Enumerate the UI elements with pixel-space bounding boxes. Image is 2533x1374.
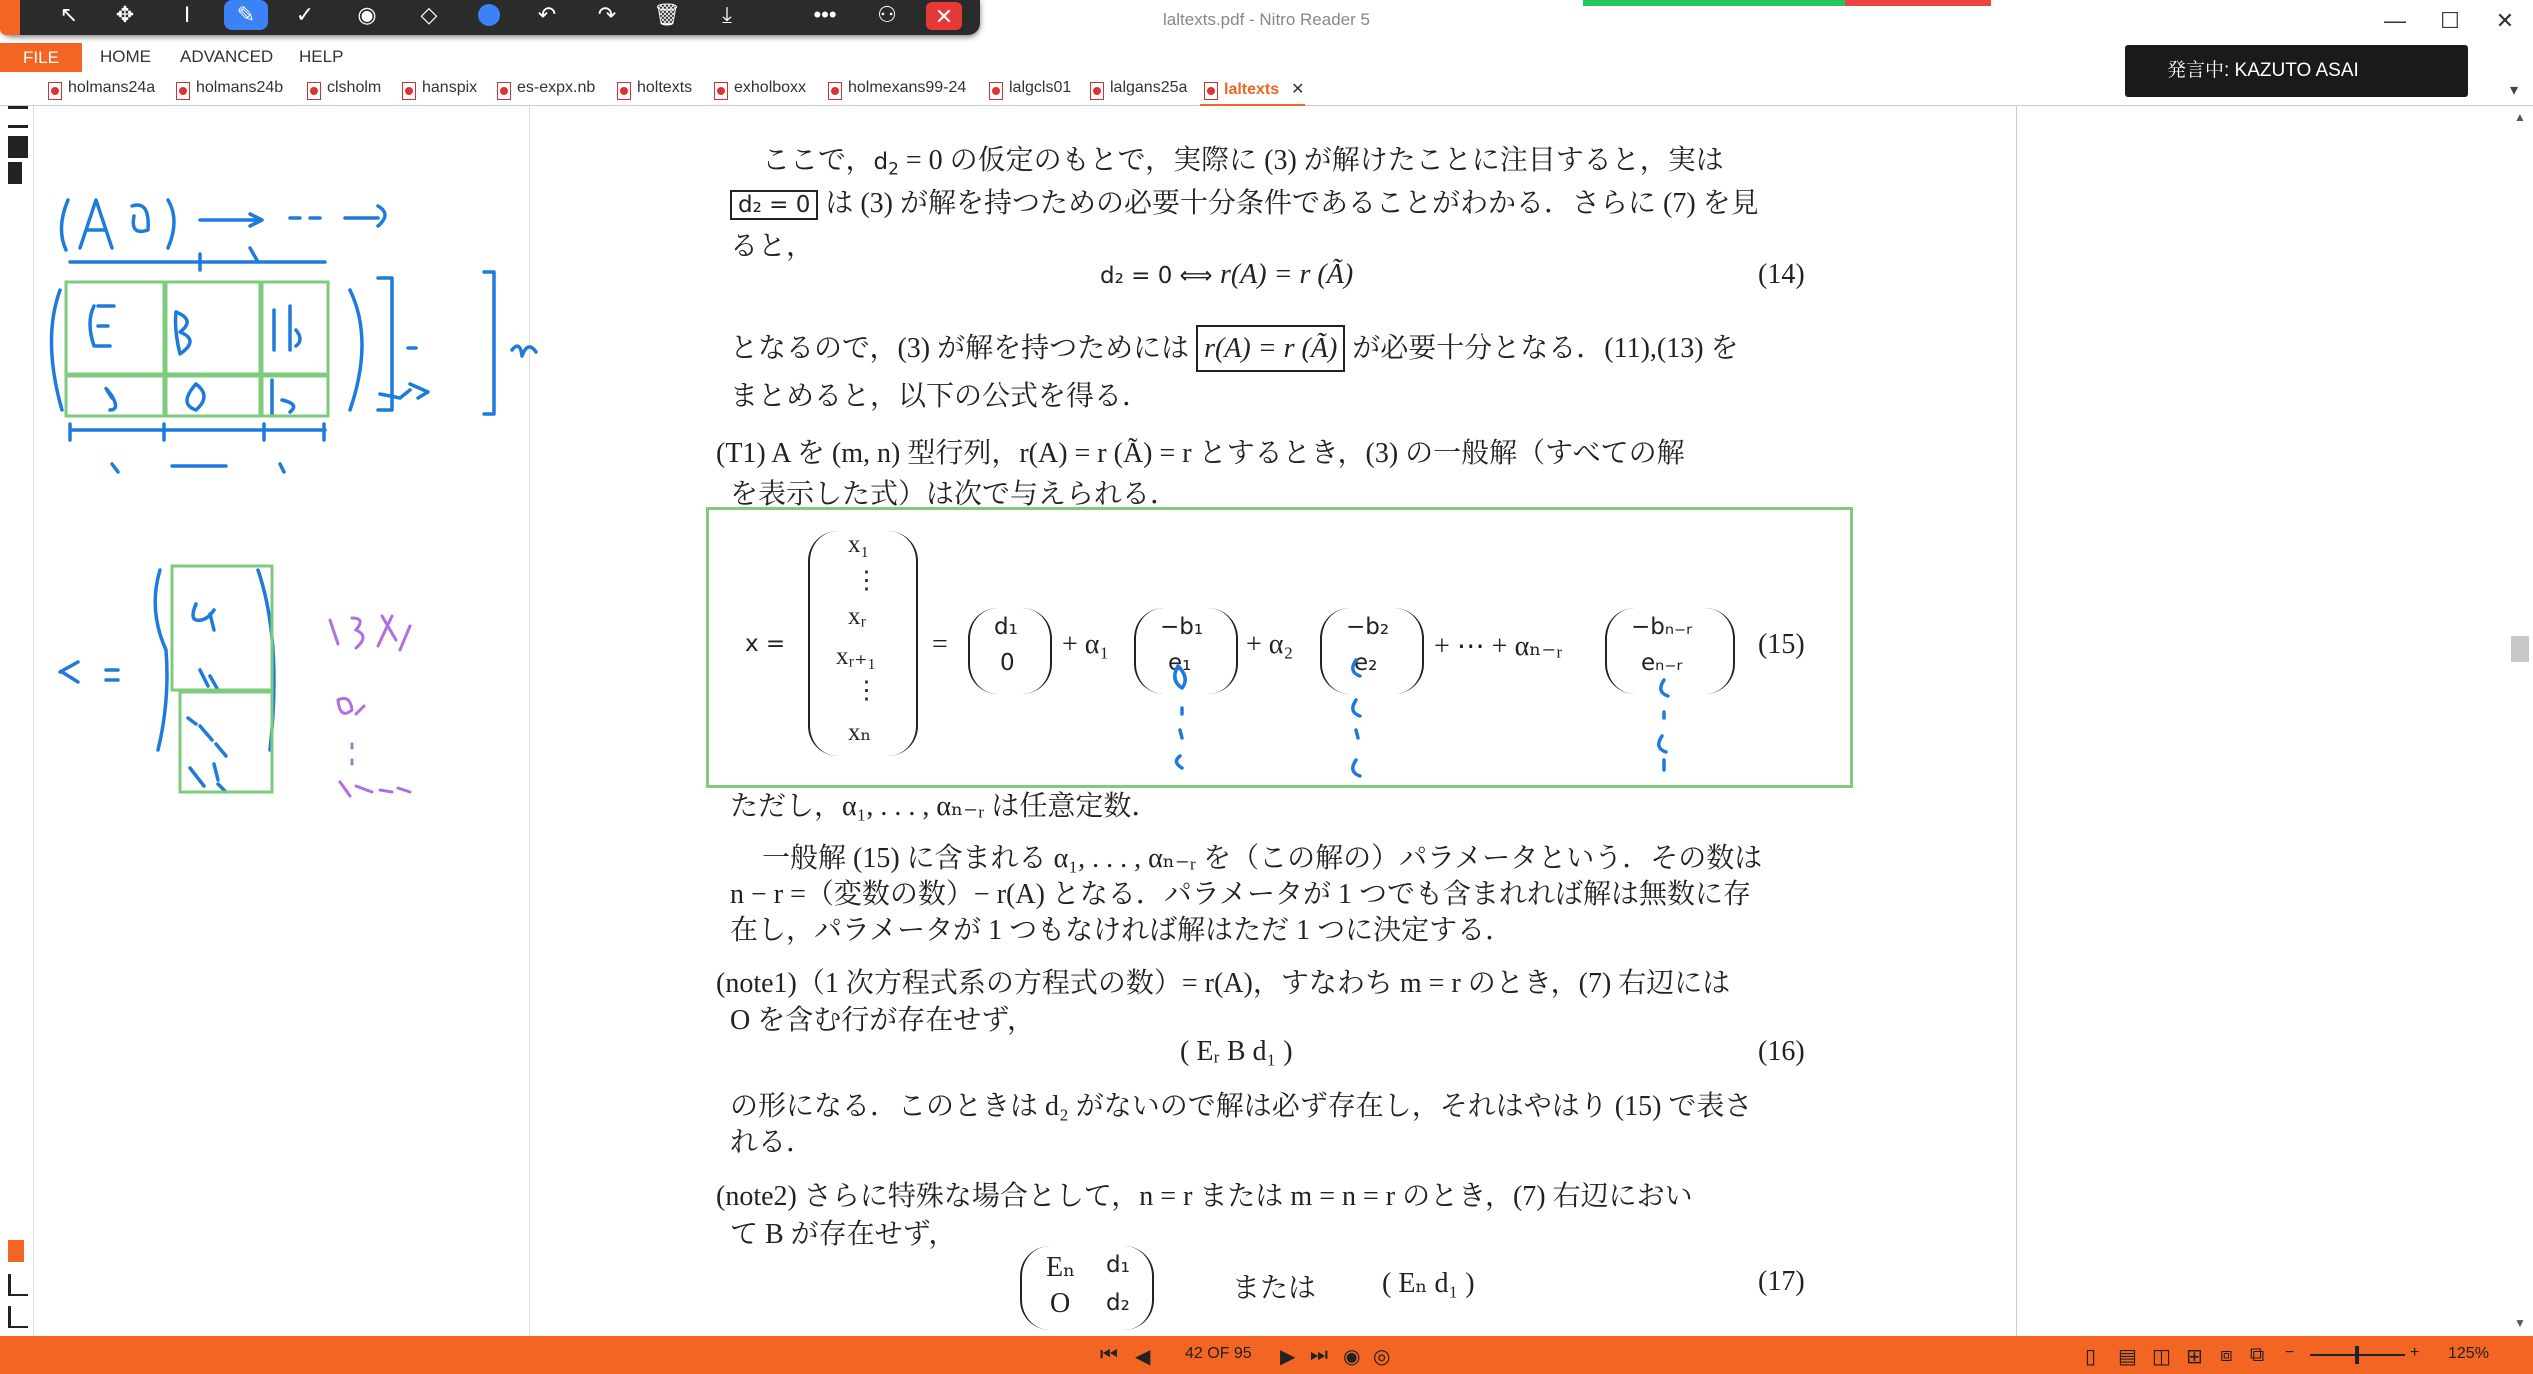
paragraph-6: ただし，α₁, . . . , αₙ₋ᵣ は任意定数．: [730, 791, 1160, 822]
back-view-icon[interactable]: ◉: [1343, 1346, 1361, 1368]
speaker-indicator: 発言中: KAZUTO ASAI: [2125, 45, 2468, 97]
doc-tab-label: clsholm: [327, 79, 382, 96]
paragraph-7: n − r =（変数の数）− r(A) となる．パラメータが 1 つでも含まれれば解は無数に存: [730, 879, 1752, 910]
pen-toolbar: [0, 0, 980, 35]
text: + α₂: [1246, 629, 1294, 660]
vector-entry: e₁: [1168, 650, 1192, 676]
vector-entry: −b₂: [1346, 614, 1390, 640]
paragraph-1: [762, 138, 1724, 180]
maximize-button[interactable]: ☐: [2440, 8, 2460, 33]
status-bar: [0, 1336, 2533, 1374]
bookmarks-icon[interactable]: [8, 136, 28, 158]
zoom-handle[interactable]: [2355, 1346, 2359, 1364]
zoom-out-icon[interactable]: −: [2285, 1344, 2295, 1361]
pdf-icon: [828, 82, 842, 100]
paragraph-7: 一般解 (15) に含まれる α₁, . . . , αₙ₋ᵣ を（この解の）パラメータという．その数は: [762, 843, 1763, 874]
color-icon[interactable]: [470, 0, 508, 35]
paragraph-2: [730, 181, 1759, 221]
text: = 0 の仮定のもとで，実際に (3) が解けたことに注目すると，実は: [898, 145, 1724, 176]
vector-entry: xᵣ: [848, 603, 867, 630]
text: または: [1232, 1273, 1317, 1304]
vector-entry: xᵣ₊₁: [836, 643, 877, 670]
doc-tab[interactable]: [824, 79, 966, 106]
vector-entry: −b₁: [1160, 614, 1204, 640]
move-icon[interactable]: ✥: [115, 2, 135, 27]
prev-page-icon[interactable]: ◀: [1135, 1346, 1151, 1368]
text: r(A) = r (Ã): [1219, 259, 1354, 290]
attachments-icon[interactable]: [8, 1240, 24, 1262]
close-window-button[interactable]: ✕: [2495, 8, 2515, 33]
matrix-entry: O: [1050, 1288, 1071, 1319]
pdf-icon: [307, 82, 321, 100]
text: (T1): [716, 438, 772, 469]
doc-tab[interactable]: [1086, 79, 1187, 106]
scroll-up-icon[interactable]: ▲: [2514, 110, 2526, 124]
equation-17-alt: ( Eₙ d₁ ): [1382, 1268, 1475, 1299]
vector-entry: ⋮: [854, 677, 879, 704]
green-highlight-box: [706, 507, 1853, 788]
pdf-icon: [402, 82, 416, 100]
doc-tab[interactable]: [303, 79, 381, 106]
more-icon[interactable]: •••: [813, 2, 837, 27]
equation-15-lhs: x =: [745, 631, 786, 657]
text: + α₁: [1062, 629, 1110, 660]
scroll-down-icon[interactable]: ▼: [2514, 1316, 2526, 1330]
tab-file[interactable]: FILE: [0, 43, 82, 72]
check-icon[interactable]: ✓: [295, 2, 315, 27]
doc-tab[interactable]: [710, 79, 806, 106]
text: となるので，(3) が解を持つためには: [730, 333, 1197, 364]
right-margin: [2017, 106, 2507, 1336]
equation-number: (14): [1758, 259, 1805, 290]
next-page-icon[interactable]: ▶: [1280, 1346, 1296, 1368]
doc-tab-label: holmexans99-24: [848, 79, 967, 96]
vertical-scrollbar[interactable]: [2507, 106, 2533, 1336]
window-title: laltexts.pdf - Nitro Reader 5: [1163, 10, 1370, 29]
pdf-icon: [176, 82, 190, 100]
close-tab-icon[interactable]: ✕: [1291, 81, 1305, 98]
equation-number: (15): [1758, 629, 1805, 660]
left-sidebar: [0, 106, 34, 1336]
pdf-icon: [48, 82, 62, 100]
comments-icon[interactable]: [8, 162, 22, 184]
doc-tab-label: laltexts: [1224, 81, 1280, 98]
close-toolbar-icon[interactable]: ✕: [926, 2, 962, 30]
vector-entry: e₂: [1354, 650, 1378, 676]
note-1: O を含む行が存在せず，: [730, 1005, 1035, 1036]
tabs-dropdown-icon[interactable]: ▾: [2510, 82, 2519, 99]
doc-tab-label: es-expx.nb: [517, 79, 596, 96]
tab-home[interactable]: HOME: [100, 47, 151, 66]
user-icon[interactable]: ⚇: [877, 2, 897, 27]
equation-16: ( Eᵣ B d₁ ): [1180, 1036, 1293, 1067]
doc-tab-label: hanspix: [422, 79, 478, 96]
equation-14: [1100, 259, 1353, 291]
matrix-entry: Eₙ: [1046, 1252, 1076, 1283]
doc-tab[interactable]: [493, 79, 595, 106]
doc-tab-label: holmans24a: [68, 79, 156, 96]
text: $d_2$: [873, 149, 899, 180]
vector-entry: ⋮: [854, 567, 879, 594]
text: が必要十分となる．(11),(13) を: [1345, 333, 1739, 364]
paragraph-4: [730, 326, 1739, 366]
pdf-icon: [1090, 82, 1104, 100]
pdf-icon: [1204, 82, 1218, 100]
vector-entry: xₙ: [848, 719, 872, 746]
minimize-button[interactable]: —: [2384, 8, 2406, 33]
text: d₂ = 0 ⟺: [1100, 263, 1220, 289]
tab-help[interactable]: HELP: [299, 47, 344, 66]
text: A を (m, n) 型行列，r(A) = r (Ã) = r とするとき，(3) の一般解（すべての解: [771, 438, 1685, 469]
text: ここで，: [762, 145, 874, 176]
doc-tab[interactable]: [613, 79, 692, 106]
continuous-icon[interactable]: ▤: [2118, 1346, 2137, 1368]
fit-width-icon[interactable]: ⧉: [2250, 1344, 2265, 1366]
page-indicator[interactable]: 42 OF 95: [1185, 1345, 1252, 1362]
note-1: の形になる．このときは d₂ がないので解は必ず存在し，それはやはり (15) で表さ: [730, 1091, 1753, 1122]
forward-view-icon[interactable]: ◎: [1373, 1346, 1391, 1368]
text: + ⋯ + αₙ₋ᵣ: [1434, 631, 1563, 662]
progress-green: [1583, 0, 1845, 6]
equals-sign: =: [932, 629, 948, 660]
vector-entry: x₁: [848, 531, 870, 558]
doc-tab[interactable]: [985, 79, 1071, 106]
stamp-icon[interactable]: ◉: [357, 2, 377, 27]
scroll-thumb[interactable]: [2511, 636, 2529, 662]
select-icon[interactable]: ↖: [59, 2, 79, 27]
pdf-icon: [617, 82, 631, 100]
matrix-entry: d₂: [1106, 1290, 1130, 1316]
redo-icon[interactable]: ↷: [597, 2, 617, 27]
pen-icon[interactable]: ✎: [224, 0, 268, 30]
undo-icon[interactable]: ↶: [537, 2, 557, 27]
output-icon[interactable]: [8, 1274, 28, 1296]
equation-number: (16): [1758, 1036, 1805, 1067]
zoom-in-icon[interactable]: +: [2410, 1344, 2420, 1361]
progress-red: [1845, 0, 1991, 6]
paragraph-3: ると，: [730, 231, 815, 262]
tab-advanced[interactable]: ADVANCED: [180, 47, 274, 66]
vector-entry: −bₙ₋ᵣ: [1631, 614, 1693, 640]
note-1: れる．: [730, 1127, 815, 1158]
single-page-icon[interactable]: ▯: [2085, 1346, 2097, 1368]
doc-tab-label: exholboxx: [734, 79, 807, 96]
trash-icon[interactable]: 🗑: [653, 2, 681, 27]
zoom-slider[interactable]: [2310, 1354, 2405, 1356]
note-2: (note2) さらに特殊な場合として，n = r または m = n = r のとき，(7) 右辺におい: [716, 1181, 1693, 1212]
equation-number: (17): [1758, 1266, 1805, 1297]
save-icon[interactable]: ⤓: [722, 2, 732, 27]
matrix-entry: d₁: [1106, 1252, 1130, 1278]
theorem-t1-cont: を表示した式）は次で与えられる．: [730, 479, 1179, 510]
vector-entry: eₙ₋ᵣ: [1641, 650, 1683, 676]
vector-entry: d₁: [994, 614, 1018, 640]
pdf-icon: [497, 82, 511, 100]
note-1: (note1)（1 次方程式系の方程式の数）= r(A)，すなわち m = r のとき，(7) 右辺には: [716, 968, 1731, 999]
doc-tab[interactable]: [44, 79, 155, 106]
vector-entry: 0: [1000, 650, 1015, 676]
doc-tab-label: lalgcls01: [1009, 79, 1072, 96]
doc-tab-label: holmans24b: [196, 79, 284, 96]
layers-icon[interactable]: [8, 1306, 28, 1328]
pdf-icon: [989, 82, 1003, 100]
zoom-level[interactable]: 125%: [2448, 1345, 2489, 1362]
matrix-17: [1020, 1246, 1154, 1330]
doc-tab[interactable]: [172, 79, 283, 106]
boxed-condition: r(A) = r (Ã): [1196, 325, 1345, 372]
handwriting-panel[interactable]: [34, 106, 530, 1336]
facing-icon[interactable]: ◫: [2152, 1346, 2171, 1368]
pdf-icon: [714, 82, 728, 100]
paragraph-7: 在し，パラメータが 1 つもなければ解はただ 1 つに決定する．: [730, 915, 1514, 946]
doc-tab[interactable]: [398, 79, 477, 106]
app-logo-icon: [0, 0, 20, 35]
text: は (3) が解を持つための必要十分条件であることがわかる．さらに (7) を見: [818, 188, 1759, 219]
doc-tab-label: holtexts: [637, 79, 693, 96]
doc-tab-label: lalgans25a: [1110, 79, 1188, 96]
boxed-condition: d₂ = 0: [730, 190, 818, 220]
last-page-icon[interactable]: ⏭: [1310, 1344, 1328, 1366]
theorem-t1: [716, 431, 1685, 471]
eraser-icon[interactable]: ◇: [420, 2, 438, 27]
note-2: て B が存在せず，: [730, 1219, 957, 1250]
fit-page-icon[interactable]: ⧈: [2220, 1344, 2233, 1366]
doc-tab-active[interactable]: [1200, 79, 1305, 106]
pages-icon[interactable]: [8, 106, 28, 128]
facing-continuous-icon[interactable]: ⊞: [2186, 1346, 2203, 1368]
paragraph-5: まとめると，以下の公式を得る．: [730, 381, 1151, 412]
text-icon[interactable]: I: [183, 2, 191, 27]
first-page-icon[interactable]: ⏮: [1100, 1344, 1118, 1366]
